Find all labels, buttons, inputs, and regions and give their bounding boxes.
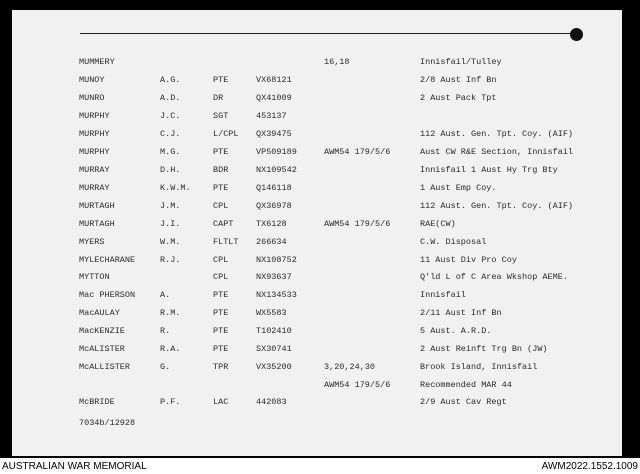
rank-cell: PTE	[213, 147, 229, 157]
unit-note-cell: Q'ld L of C Area Wkshop AEME.	[420, 272, 568, 282]
document-code: 7034b/12928	[79, 418, 136, 428]
unit-note-cell: 5 Aust. A.R.D.	[420, 326, 492, 336]
surname-cell: McALISTER	[79, 344, 125, 354]
initials-cell: P.F.	[160, 397, 181, 407]
service-number-cell: SX30741	[256, 344, 292, 354]
initials-cell: G.	[160, 362, 171, 372]
service-number-cell: VX68121	[256, 75, 292, 85]
unit-note-cell: Aust CW R&E Section, Innisfail	[420, 147, 574, 157]
surname-cell: MUMMERY	[79, 57, 115, 67]
surname-cell: MYERS	[79, 237, 105, 247]
unit-note-cell: C.W. Disposal	[420, 237, 487, 247]
reference-cell: AWM54 179/5/6	[324, 219, 391, 229]
list-item	[0, 128, 640, 142]
service-number-cell: 453137	[256, 111, 287, 121]
initials-cell: A.G.	[160, 75, 181, 85]
list-item	[0, 92, 640, 106]
service-number-cell: 266634	[256, 237, 287, 247]
rank-cell: LAC	[213, 397, 229, 407]
unit-note-cell: 2 Aust Reinft Trg Bn (JW)	[420, 344, 548, 354]
surname-cell: MURTAGH	[79, 219, 115, 229]
unit-note-cell: Innisfail	[420, 290, 466, 300]
unit-note-cell: RAE(CW)	[420, 219, 456, 229]
list-item	[0, 254, 640, 268]
unit-note-cell: 112 Aust. Gen. Tpt. Coy. (AIF)	[420, 201, 574, 211]
surname-cell: MYLECHARANE	[79, 255, 136, 265]
initials-cell: J.I.	[160, 219, 181, 229]
service-number-cell: VX35200	[256, 362, 292, 372]
service-number-cell: NX93637	[256, 272, 292, 282]
list-item	[0, 218, 640, 232]
service-number-cell: QX41009	[256, 93, 292, 103]
list-item	[0, 271, 640, 285]
surname-cell: MURPHY	[79, 129, 110, 139]
initials-cell: R.A.	[160, 344, 181, 354]
rank-cell: DR	[213, 93, 224, 103]
rank-cell: PTE	[213, 308, 229, 318]
rank-cell: L/CPL	[213, 129, 239, 139]
list-item	[0, 379, 640, 393]
punch-hole	[570, 28, 583, 41]
unit-note-cell: 1 Aust Emp Coy.	[420, 183, 497, 193]
initials-cell: A.	[160, 290, 171, 300]
initials-cell: K.W.M.	[160, 183, 191, 193]
header-rule	[80, 33, 576, 34]
rank-cell: CAPT	[213, 219, 234, 229]
service-number-cell: TX6128	[256, 219, 287, 229]
unit-note-cell: 2/9 Aust Cav Regt	[420, 397, 507, 407]
list-item	[0, 307, 640, 321]
surname-cell: MUNRO	[79, 93, 105, 103]
initials-cell: R.	[160, 326, 171, 336]
surname-cell: MUNOY	[79, 75, 105, 85]
unit-note-cell: 2/8 Aust Inf Bn	[420, 75, 497, 85]
surname-cell: MURPHY	[79, 147, 110, 157]
initials-cell: R.M.	[160, 308, 181, 318]
surname-cell: MURPHY	[79, 111, 110, 121]
surname-cell: MURRAY	[79, 165, 110, 175]
rank-cell: CPL	[213, 201, 229, 211]
rank-cell: PTE	[213, 326, 229, 336]
initials-cell: W.M.	[160, 237, 181, 247]
rank-cell: PTE	[213, 290, 229, 300]
service-number-cell: T102410	[256, 326, 292, 336]
list-item	[0, 361, 640, 375]
initials-cell: J.M.	[160, 201, 181, 211]
rank-cell: TPR	[213, 362, 229, 372]
service-number-cell: QX36978	[256, 201, 292, 211]
unit-note-cell: 112 Aust. Gen. Tpt. Coy. (AIF)	[420, 129, 574, 139]
list-item	[0, 56, 640, 70]
unit-note-cell: Recommended MAR 44	[420, 380, 512, 390]
unit-note-cell: Brook Island, Innisfail	[420, 362, 538, 372]
initials-cell: J.C.	[160, 111, 181, 121]
rank-cell: FLTLT	[213, 237, 239, 247]
list-item	[0, 110, 640, 124]
initials-cell: D.H.	[160, 165, 181, 175]
rank-cell: SGT	[213, 111, 229, 121]
list-item	[0, 236, 640, 250]
service-number-cell: QX39475	[256, 129, 292, 139]
list-item	[0, 74, 640, 88]
initials-cell: C.J.	[160, 129, 181, 139]
service-number-cell: NX108752	[256, 255, 297, 265]
caption-institution: AUSTRALIAN WAR MEMORIAL	[2, 461, 147, 472]
surname-cell: McALLISTER	[79, 362, 131, 372]
rank-cell: CPL	[213, 255, 229, 265]
reference-cell: 3,20,24,30	[324, 362, 376, 372]
surname-cell: McBRIDE	[79, 397, 115, 407]
rank-cell: CPL	[213, 272, 229, 282]
rank-cell: BDR	[213, 165, 229, 175]
surname-cell: MYTTON	[79, 272, 110, 282]
list-item	[0, 343, 640, 357]
list-item	[0, 164, 640, 178]
unit-note-cell: 2/11 Aust Inf Bn	[420, 308, 502, 318]
list-item	[0, 396, 640, 410]
list-item	[0, 182, 640, 196]
initials-cell: R.J.	[160, 255, 181, 265]
surname-cell: MURRAY	[79, 183, 110, 193]
reference-cell: AWM54 179/5/6	[324, 147, 391, 157]
initials-cell: M.G.	[160, 147, 181, 157]
unit-note-cell: Innisfail 1 Aust Hy Trg Bty	[420, 165, 558, 175]
service-number-cell: WX5583	[256, 308, 287, 318]
reference-cell: 16,18	[324, 57, 350, 67]
service-number-cell: NX134533	[256, 290, 297, 300]
service-number-cell: Q146118	[256, 183, 292, 193]
initials-cell: A.D.	[160, 93, 181, 103]
list-item	[0, 289, 640, 303]
service-number-cell: NX109542	[256, 165, 297, 175]
surname-cell: Mac PHERSON	[79, 290, 136, 300]
surname-cell: MacKENZIE	[79, 326, 125, 336]
unit-note-cell: 2 Aust Pack Tpt	[420, 93, 497, 103]
list-item	[0, 200, 640, 214]
caption-accession-number: AWM2022.1552.1009	[541, 461, 638, 472]
service-number-cell: VP509189	[256, 147, 297, 157]
reference-cell: AWM54 179/5/6	[324, 380, 391, 390]
surname-cell: MacAULAY	[79, 308, 120, 318]
list-item	[0, 325, 640, 339]
unit-note-cell: Innisfail/Tulley	[420, 57, 502, 67]
surname-cell: MURTAGH	[79, 201, 115, 211]
unit-note-cell: 11 Aust Div Pro Coy	[420, 255, 517, 265]
rank-cell: PTE	[213, 344, 229, 354]
rank-cell: PTE	[213, 183, 229, 193]
rank-cell: PTE	[213, 75, 229, 85]
service-number-cell: 442083	[256, 397, 287, 407]
list-item	[0, 146, 640, 160]
